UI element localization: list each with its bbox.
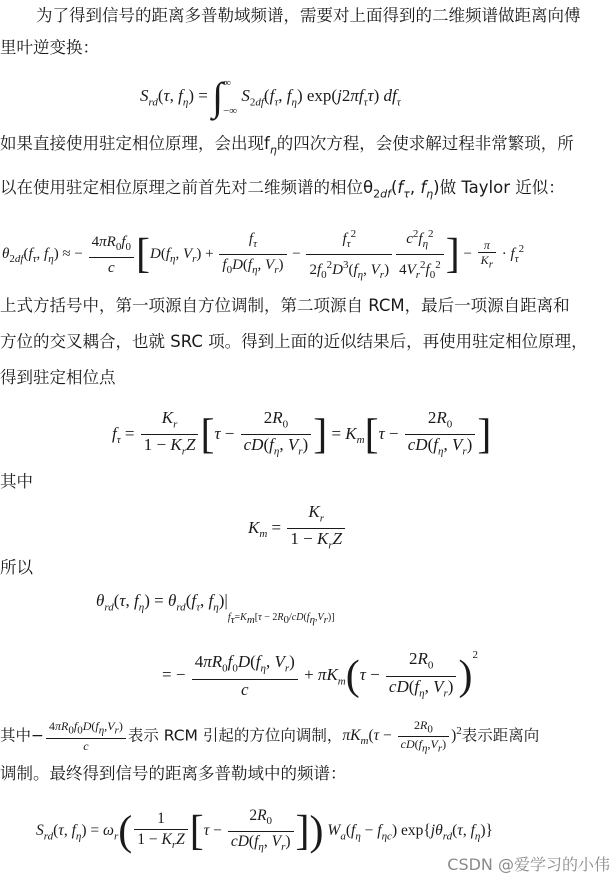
p4-text: 其中	[0, 472, 33, 491]
equation-3: $f_\tau$ = $\frac{K_r}{1 - K_rZ}$ [τ − $\frac{2R_0}{cD(f_\eta, V_r)}$ ] = $K_m[\tau$ − $\frac{2R_0}{cD(f_\eta, V_r)}$ ]	[112, 408, 492, 458]
p2-text-1-tail: 的四次方程，会使求解过程非常繁琐，所	[276, 134, 574, 153]
p3-text-3: 得到驻定相位点	[0, 368, 116, 387]
paragraph-3-line-1	[0, 296, 570, 316]
p6-tail: 表示距离向	[461, 726, 540, 745]
paragraph-5	[0, 558, 33, 578]
csdn-watermark	[447, 852, 610, 875]
p1-text-1: 为了得到信号的距离多普勒域频谱，需要对上面得到的二维频谱做距离向傅	[36, 6, 581, 25]
p2-text-2: 以在使用驻定相位原理之前首先对二维频谱的相位θ	[0, 178, 374, 197]
watermark-text: CSDN @爱学习的小伟	[447, 855, 610, 874]
paragraph-2-line-1	[0, 134, 574, 160]
equation-6: $S_{rd}(\tau$, $f_\eta) = \omega_r$( $\frac{1}{1 - K_rZ}$ [τ − $\frac{2R_0}{cD(f_\eta, V_r)}$ ]) $W_a(f_\eta - f_{\eta c})$ $\exp\{j\theta_{rd}(\tau$, $f_\eta$)}	[36, 807, 493, 855]
paragraph-3-line-2	[0, 332, 588, 352]
paragraph-6-line-1: 其中− $\frac{4\pi R_0f_0D(f_\eta,V_r)}{c}$ 表示 RCM 引起的方位向调制，$\pi K_m(\tau$ − $\frac{2R_0}{cD(f_\eta,V_r)}$ )$^2$表示距离向	[0, 718, 540, 755]
p6-mid: 表示 RCM 引起的方位向调制，	[127, 726, 343, 745]
p3-text-1: 上式方括号中，第一项源自方位调制，第二项源自 RCM，最后一项源自距离和	[0, 296, 570, 315]
paragraph-3-line-3	[0, 368, 116, 388]
paragraph-6-line-2	[0, 764, 347, 784]
equation-5-line-1: $\theta_{rd}(\tau$, $f_\eta) = \theta_{rd}(f_\tau$, $f_\eta)|_{f_\tau=K_m[\tau - 2R_0/cD(f_\eta,V_r)]}$	[96, 591, 335, 626]
equation-1: $S_{rd}(\tau$, $f_\eta$) = ∫ ∞ −∞ $S_{2df}(f_\tau$, $f_\eta$) $\exp(j2\pi f_\tau\tau)$ $df_\tau$	[140, 74, 401, 119]
p2-text-1: 如果直接使用驻定相位原理，会出现f	[0, 134, 270, 153]
p6-text-2: 调制。最终得到信号的距离多普勒域中的频谱：	[0, 764, 347, 783]
paragraph-1-line-1	[36, 6, 581, 26]
p3-text-2: 方位的交叉耦合，也就 SRC 项。得到上面的近似结果后，再使用驻定相位原理，	[0, 332, 588, 351]
paragraph-2-line-2: 以在使用驻定相位原理之前首先对二维频谱的相位$\theta_{2df}(f_\tau$, $f_\eta$)做 Taylor 近似：	[0, 178, 565, 201]
equation-4: $K_m$ = $\frac{K_r}{1 - K_rZ}$	[248, 502, 347, 556]
paragraph-1-line-2	[0, 38, 99, 58]
equation-2: $\theta_{2df}(f_\tau$, $f_\eta$) ≈ − $\frac{4\pi R_0f_0}{c}$ [$D(f_\eta$, $V_r$) + $\frac{f_\tau}{f_0D(f_\eta, V_r)}$ − $\frac{f_\tau^2}{2f_0^2D^3(f_\eta, V_r)}$ $\frac{c^2f_\eta^2}{4V_r^2f_0^2}$ ] − $\frac{\pi}{K_r}$ · $f_\tau^2$	[2, 224, 524, 285]
p2-text-2-tail: 做 Taylor 近似：	[439, 178, 565, 197]
paragraph-4	[0, 472, 33, 492]
equation-5-line-2: = − $\frac{4\pi R_0f_0D(f_\eta, V_r)}{c}$ + $\pi K_m(\tau$ − $\frac{2R_0}{cD(f_\eta, V_r)}$ )$^2$	[162, 649, 478, 700]
p1-text-2: 里叶逆变换：	[0, 38, 99, 57]
p6-prefix: 其中	[0, 726, 32, 745]
p5-text: 所以	[0, 558, 33, 577]
p2-sub-eta: η	[269, 143, 277, 157]
